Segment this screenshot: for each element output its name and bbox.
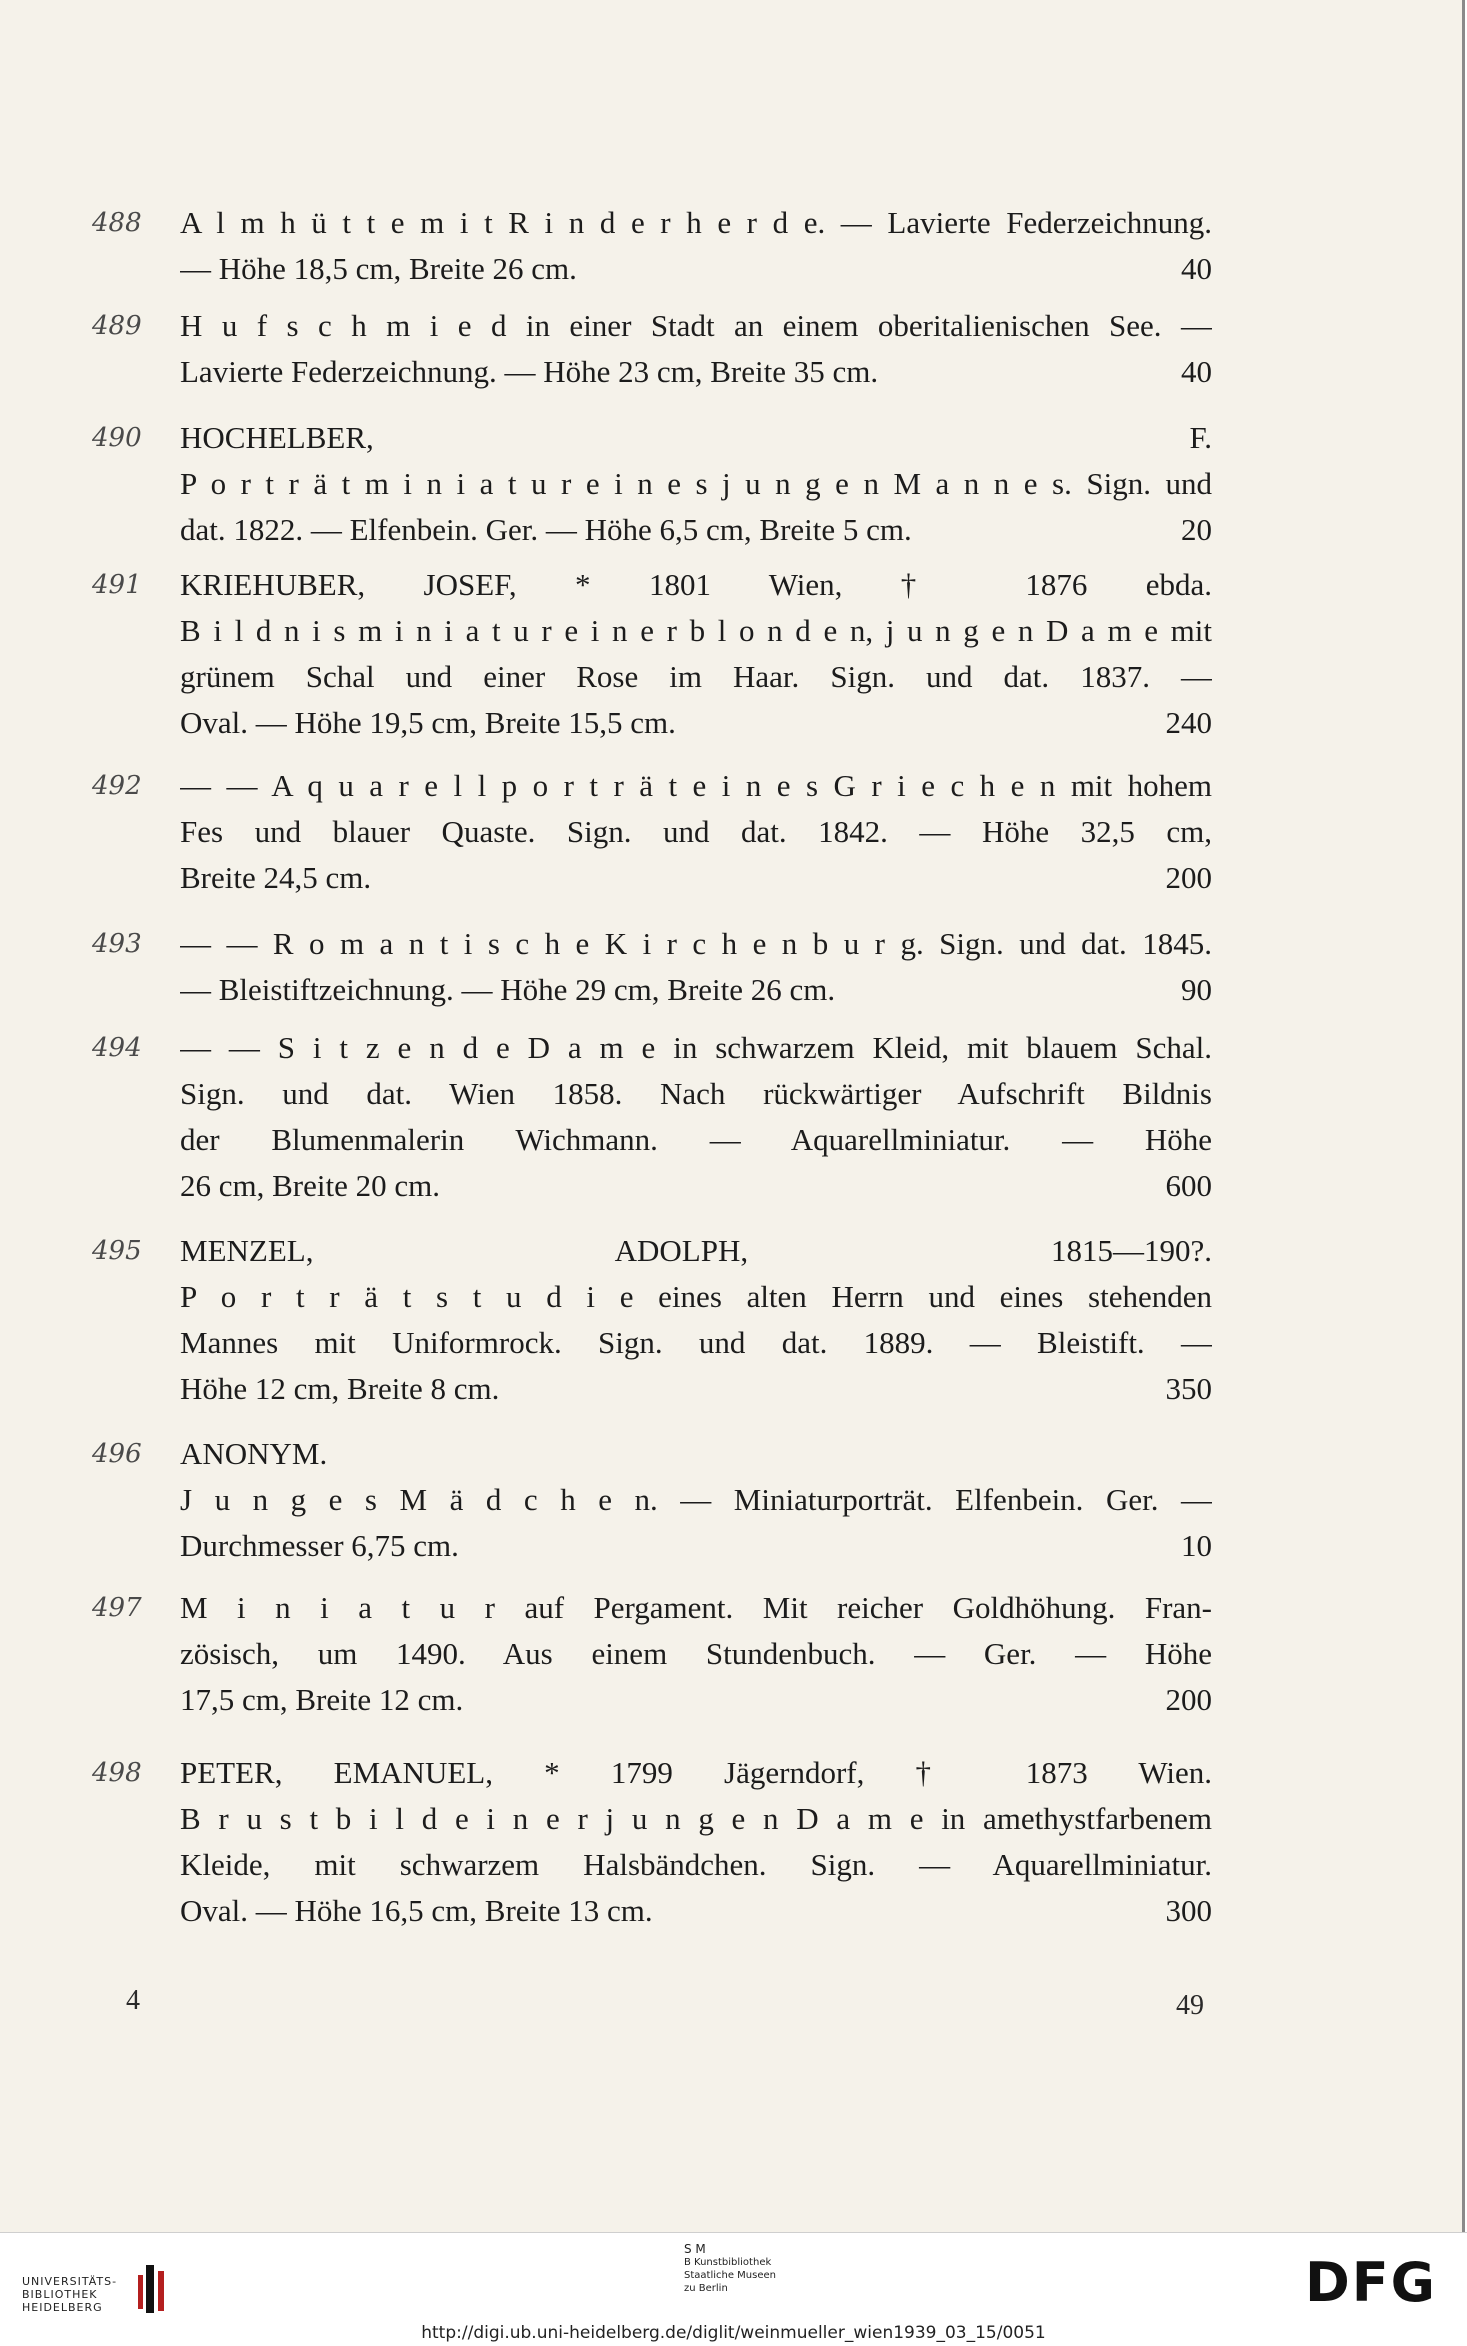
smb-kunstbibliothek-logo[interactable] bbox=[684, 2243, 776, 2295]
entry-text-line bbox=[180, 246, 1212, 292]
text-segment: Oval. — Höhe 19,5 cm, Breite 15,5 cm. bbox=[180, 705, 676, 740]
text-segment: M i n i a t u r bbox=[180, 1590, 495, 1625]
smb-line: zu Berlin bbox=[684, 2283, 728, 2294]
entry-text-line bbox=[180, 855, 1212, 901]
entry-text-line bbox=[180, 763, 1212, 809]
lot-price: 40 bbox=[1181, 354, 1212, 389]
text-segment: S i t z e n d e D a m e bbox=[277, 1030, 656, 1065]
library-name-line: HEIDELBERG bbox=[22, 2301, 103, 2314]
entry-text-line bbox=[180, 349, 1212, 395]
smb-line: B Kunstbibliothek bbox=[684, 2257, 772, 2268]
lot-price: 20 bbox=[1181, 512, 1212, 547]
lot-price: 300 bbox=[1165, 1893, 1212, 1928]
permalink-url[interactable]: http://digi.ub.uni-heidelberg.de/diglit/weinmueller_wien1939_03_15/0051 bbox=[421, 2323, 1046, 2343]
lot-number: 495 bbox=[92, 1236, 142, 1266]
lot-price: 40 bbox=[1181, 251, 1212, 286]
text-segment: — Bleistiftzeichnung. — Höhe 29 cm, Breite 26 cm. bbox=[180, 972, 836, 1007]
lot-number: 498 bbox=[92, 1758, 142, 1788]
text-segment: Durchmesser 6,75 cm. bbox=[180, 1528, 459, 1563]
lot-number: 489 bbox=[92, 311, 142, 341]
text-segment: in amethystfarbenem bbox=[923, 1801, 1212, 1836]
text-segment: — — bbox=[180, 926, 273, 961]
text-segment: Breite 24,5 cm. bbox=[180, 860, 372, 895]
entry-text-line bbox=[180, 967, 1212, 1013]
text-segment: HOCHELBER, F. bbox=[180, 420, 1212, 455]
text-segment: in einer Stadt an einem oberitalienischen See. — bbox=[506, 308, 1212, 343]
entry-text-line bbox=[180, 654, 1212, 700]
text-segment: der Blumenmalerin Wichmann. — Aquarellminiatur. — Höhe bbox=[180, 1122, 1212, 1157]
smb-line: Staatliche Museen bbox=[684, 2270, 776, 2281]
lot-price: 10 bbox=[1181, 1528, 1212, 1563]
entry-text-line bbox=[180, 1750, 1212, 1796]
entry-text-line bbox=[180, 1228, 1212, 1274]
heidelberg-library-logo[interactable] bbox=[18, 2243, 198, 2313]
lot-number: 491 bbox=[92, 570, 142, 600]
text-segment: — — bbox=[180, 1030, 278, 1065]
entry-text-line bbox=[180, 1585, 1212, 1631]
library-name-line: BIBLIOTHEK bbox=[22, 2288, 98, 2301]
lot-price: 600 bbox=[1165, 1168, 1212, 1203]
text-segment: P o r t r ä t m i n i a t u r e i n e s j u n g e n M a n n e s. bbox=[180, 466, 1072, 501]
lot-number: 493 bbox=[92, 929, 142, 959]
entry-text-line bbox=[180, 415, 1212, 461]
text-segment: auf Pergament. Mit reicher Goldhöhung. Fran- bbox=[494, 1590, 1212, 1625]
lot-price: 200 bbox=[1165, 860, 1212, 895]
dfg-logo[interactable]: DFG bbox=[1304, 2251, 1437, 2314]
text-segment: Oval. — Höhe 16,5 cm, Breite 13 cm. bbox=[180, 1893, 653, 1928]
entry-text-line bbox=[180, 303, 1212, 349]
text-segment: mit bbox=[1158, 613, 1212, 648]
lot-number: 496 bbox=[92, 1439, 142, 1469]
text-segment: Sign. und dat. Wien 1858. Nach rückwärtiger Aufschrift Bildnis bbox=[180, 1076, 1212, 1111]
lot-price: 350 bbox=[1165, 1371, 1212, 1406]
text-segment: Fes und blauer Quaste. Sign. und dat. 1842. — Höhe 32,5 cm, bbox=[180, 814, 1212, 849]
text-segment: — Miniaturporträt. Elfenbein. Ger. — bbox=[657, 1482, 1212, 1517]
lot-number: 488 bbox=[92, 208, 142, 238]
text-segment: R o m a n t i s c h e K i r c h e n b u r g. bbox=[272, 926, 924, 961]
entry-text-line bbox=[180, 461, 1212, 507]
text-segment: — Lavierte Federzeichnung. bbox=[825, 205, 1212, 240]
text-segment: eines alten Herrn und eines stehenden bbox=[633, 1279, 1212, 1314]
text-segment: — Höhe 18,5 cm, Breite 26 cm. bbox=[180, 251, 577, 286]
entry-text-line bbox=[180, 608, 1212, 654]
text-segment: grünem Schal und einer Rose im Haar. Sign. und dat. 1837. — bbox=[180, 659, 1212, 694]
lot-number: 490 bbox=[92, 423, 142, 453]
entry-text-line bbox=[180, 1025, 1212, 1071]
text-segment: 17,5 cm, Breite 12 cm. bbox=[180, 1682, 464, 1717]
entry-text-line bbox=[180, 1163, 1212, 1209]
entry-text-line bbox=[180, 1117, 1212, 1163]
entry-text-line bbox=[180, 809, 1212, 855]
entry-text-line bbox=[180, 1431, 1212, 1477]
entry-text-line bbox=[180, 1071, 1212, 1117]
entry-text-line bbox=[180, 1842, 1212, 1888]
entry-text-line bbox=[180, 562, 1212, 608]
entry-text-line bbox=[180, 200, 1212, 246]
text-segment: Mannes mit Uniformrock. Sign. und dat. 1889. — Bleistift. — bbox=[180, 1325, 1212, 1360]
text-segment: A q u a r e l l p o r t r ä t e i n e s G r i e c h e n bbox=[271, 768, 1056, 803]
lot-number: 492 bbox=[92, 771, 142, 801]
smb-mark: S M bbox=[684, 2242, 706, 2256]
text-segment: P o r t r ä t s t u d i e bbox=[180, 1279, 634, 1314]
lot-price: 240 bbox=[1165, 705, 1212, 740]
lot-number: 497 bbox=[92, 1593, 142, 1623]
text-segment: zösisch, um 1490. Aus einem Stundenbuch. — Ger. — Höhe bbox=[180, 1636, 1212, 1671]
text-segment: Kleide, mit schwarzem Halsbändchen. Sign. — Aquarellminiatur. bbox=[180, 1847, 1212, 1882]
text-segment: B r u s t b i l d e i n e r j u n g e n D a m e bbox=[180, 1801, 924, 1836]
entry-text-line bbox=[180, 1888, 1212, 1934]
text-segment: dat. 1822. — Elfenbein. Ger. — Höhe 6,5 cm, Breite 5 cm. bbox=[180, 512, 912, 547]
text-segment: PETER, EMANUEL, * 1799 Jägerndorf, † 1873 Wien. bbox=[180, 1755, 1212, 1790]
entry-text-line bbox=[180, 1523, 1212, 1569]
text-segment: mit hohem bbox=[1055, 768, 1212, 803]
text-segment: ANONYM. bbox=[180, 1436, 328, 1471]
entry-text-line bbox=[180, 1366, 1212, 1412]
text-segment: A l m h ü t t e m i t R i n d e r h e r d e. bbox=[180, 205, 826, 240]
text-segment: B i l d n i s m i n i a t u r e i n e r b l o n d e n, j u n g e n D a m e bbox=[180, 613, 1158, 648]
lot-price: 90 bbox=[1181, 972, 1212, 1007]
signature-mark: 4 bbox=[126, 1985, 140, 2016]
text-segment: in schwarzem Kleid, mit blauem Schal. bbox=[655, 1030, 1212, 1065]
entry-text-line bbox=[180, 1274, 1212, 1320]
entry-text-line bbox=[180, 921, 1212, 967]
entry-text-line bbox=[180, 700, 1212, 746]
lot-price: 200 bbox=[1165, 1682, 1212, 1717]
library-emblem-icon bbox=[132, 2261, 176, 2317]
entry-text-line bbox=[180, 1631, 1212, 1677]
text-segment: — — bbox=[180, 768, 272, 803]
lot-number: 494 bbox=[92, 1033, 142, 1063]
entry-text-line bbox=[180, 1677, 1212, 1723]
text-segment: J u n g e s M ä d c h e n. bbox=[180, 1482, 658, 1517]
text-segment: 26 cm, Breite 20 cm. bbox=[180, 1168, 440, 1203]
entry-text-line bbox=[180, 1320, 1212, 1366]
text-segment: Sign. und dat. 1845. bbox=[923, 926, 1212, 961]
library-name-line: UNIVERSITÄTS- bbox=[22, 2275, 118, 2288]
entry-text-line bbox=[180, 1796, 1212, 1842]
entry-text-line bbox=[180, 1477, 1212, 1523]
text-segment: MENZEL, ADOLPH, 1815—190?. bbox=[180, 1233, 1212, 1268]
text-segment: H u f s c h m i e d bbox=[180, 308, 507, 343]
text-segment: Lavierte Federzeichnung. — Höhe 23 cm, Breite 35 cm. bbox=[180, 354, 879, 389]
page-number: 49 bbox=[1176, 1990, 1204, 2021]
text-segment: KRIEHUBER, JOSEF, * 1801 Wien, † 1876 ebda. bbox=[180, 567, 1212, 602]
text-segment: Sign. und bbox=[1071, 466, 1212, 501]
text-segment: Höhe 12 cm, Breite 8 cm. bbox=[180, 1371, 500, 1406]
viewer-footer bbox=[0, 2232, 1467, 2346]
entry-text-line bbox=[180, 507, 1212, 553]
